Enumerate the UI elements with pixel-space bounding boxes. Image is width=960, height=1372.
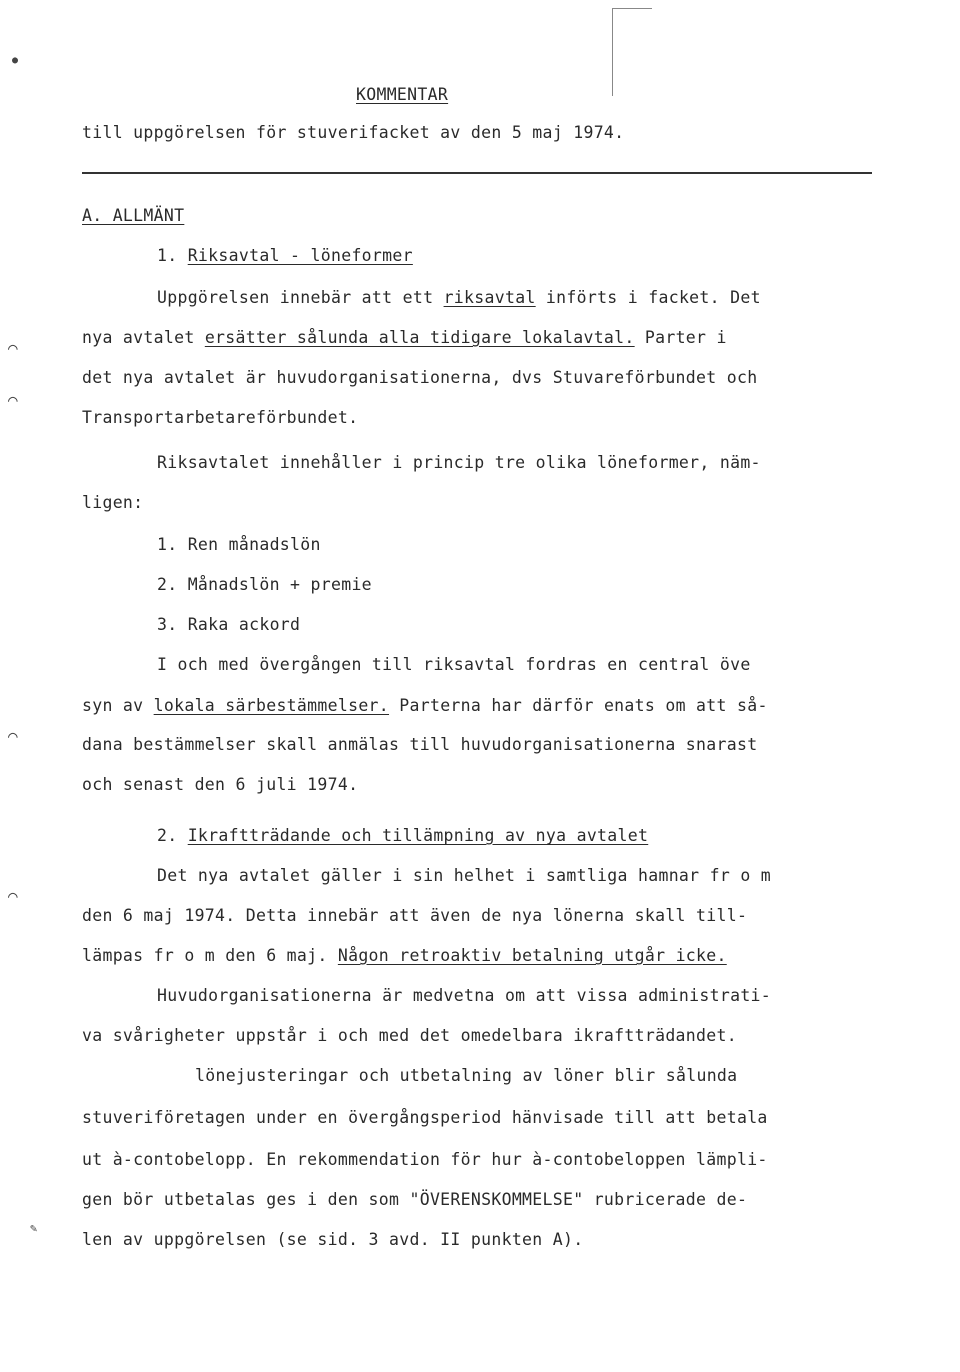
underlined-text: lokala särbestämmelser. [153, 696, 390, 715]
paragraph-line: dana bestämmelser skall anmälas till huvudorganisationerna snarast [82, 735, 758, 754]
text-run: nya avtalet [82, 328, 195, 347]
text-run: lämpas fr o m den 6 maj. [82, 946, 328, 965]
text-run: införts i facket. Det [545, 288, 761, 307]
paragraph-line: ut à-contobelopp. En rekommendation för hur à-contobeloppen lämpli- [82, 1150, 768, 1169]
underlined-text: Någon retroaktiv betalning utgår icke. [337, 946, 727, 965]
stamp-box-left-edge [612, 8, 613, 96]
margin-mark: ⌒ [8, 390, 18, 409]
subsection-1-heading [157, 248, 413, 265]
paragraph-line: len av uppgörelsen (se sid. 3 avd. II punkten A). [82, 1230, 584, 1249]
subsection-2-heading [157, 828, 648, 845]
paragraph-line: Riksavtalet innehåller i princip tre olika löneformer, näm- [157, 453, 761, 472]
paragraph-line: va svårigheter uppstår i och med det omedelbara ikraftträdandet. [82, 1026, 737, 1045]
text-run: Parter i [644, 328, 727, 347]
underlined-text: ersätter sålunda alla tidigare lokalavtal. [204, 328, 635, 347]
paragraph-line [82, 698, 768, 715]
header-rule [82, 172, 872, 174]
paragraph-line [82, 330, 727, 347]
document-title: KOMMENTAR [356, 85, 449, 104]
paragraph-line: det nya avtalet är huvudorganisationerna, dvs Stuvareförbundet och [82, 368, 758, 387]
stamp-box-top-edge [612, 8, 652, 9]
binding-hole-mark: ● [12, 55, 19, 66]
paragraph-line: ligen: [82, 493, 144, 512]
subsection-number: 1. [157, 246, 178, 265]
margin-mark: ⌒ [8, 886, 18, 905]
paragraph-line: Huvudorganisationerna är medvetna om att vissa administrati- [157, 986, 772, 1005]
list-item: 1. Ren månadslön [157, 535, 321, 554]
paragraph-line: lönejusteringar och utbetalning av löner blir sålunda [195, 1066, 738, 1085]
paragraph-line [82, 948, 727, 965]
subsection-title: Ikraftträdande och tillämpning av nya avtalet [187, 826, 649, 845]
subsection-title: Riksavtal - löneformer [187, 246, 413, 265]
paragraph-line: gen bör utbetalas ges i den som "ÖVERENSKOMMELSE" rubricerade de- [82, 1190, 748, 1209]
paragraph-line: I och med övergången till riksavtal fordras en central öve [157, 655, 751, 674]
paragraph-line: stuveriföretagen under en övergångsperiod hänvisade till att betala [82, 1108, 768, 1127]
paragraph-line: den 6 maj 1974. Detta innebär att även de nya lönerna skall till- [82, 906, 748, 925]
margin-mark: ⌒ [8, 338, 18, 357]
paragraph-line: och senast den 6 juli 1974. [82, 775, 359, 794]
list-item: 2. Månadslön + premie [157, 575, 372, 594]
paragraph-line [157, 290, 761, 307]
text-run: Parterna har därför enats om att så- [399, 696, 768, 715]
text-run: Uppgörelsen innebär att ett [157, 288, 434, 307]
document-subtitle: till uppgörelsen för stuverifacket av den 5 maj 1974. [82, 123, 625, 142]
text-run: syn av [82, 696, 144, 715]
margin-scribble: ✎ [30, 1221, 38, 1235]
section-heading: A. ALLMÄNT [82, 206, 185, 225]
margin-mark: ⌒ [8, 726, 18, 745]
paragraph-line: Det nya avtalet gäller i sin helhet i samtliga hamnar fr o m [157, 866, 772, 885]
subsection-number: 2. [157, 826, 178, 845]
list-item: 3. Raka ackord [157, 615, 301, 634]
paragraph-line: Transportarbetareförbundet. [82, 408, 359, 427]
underlined-text: riksavtal [443, 288, 536, 307]
